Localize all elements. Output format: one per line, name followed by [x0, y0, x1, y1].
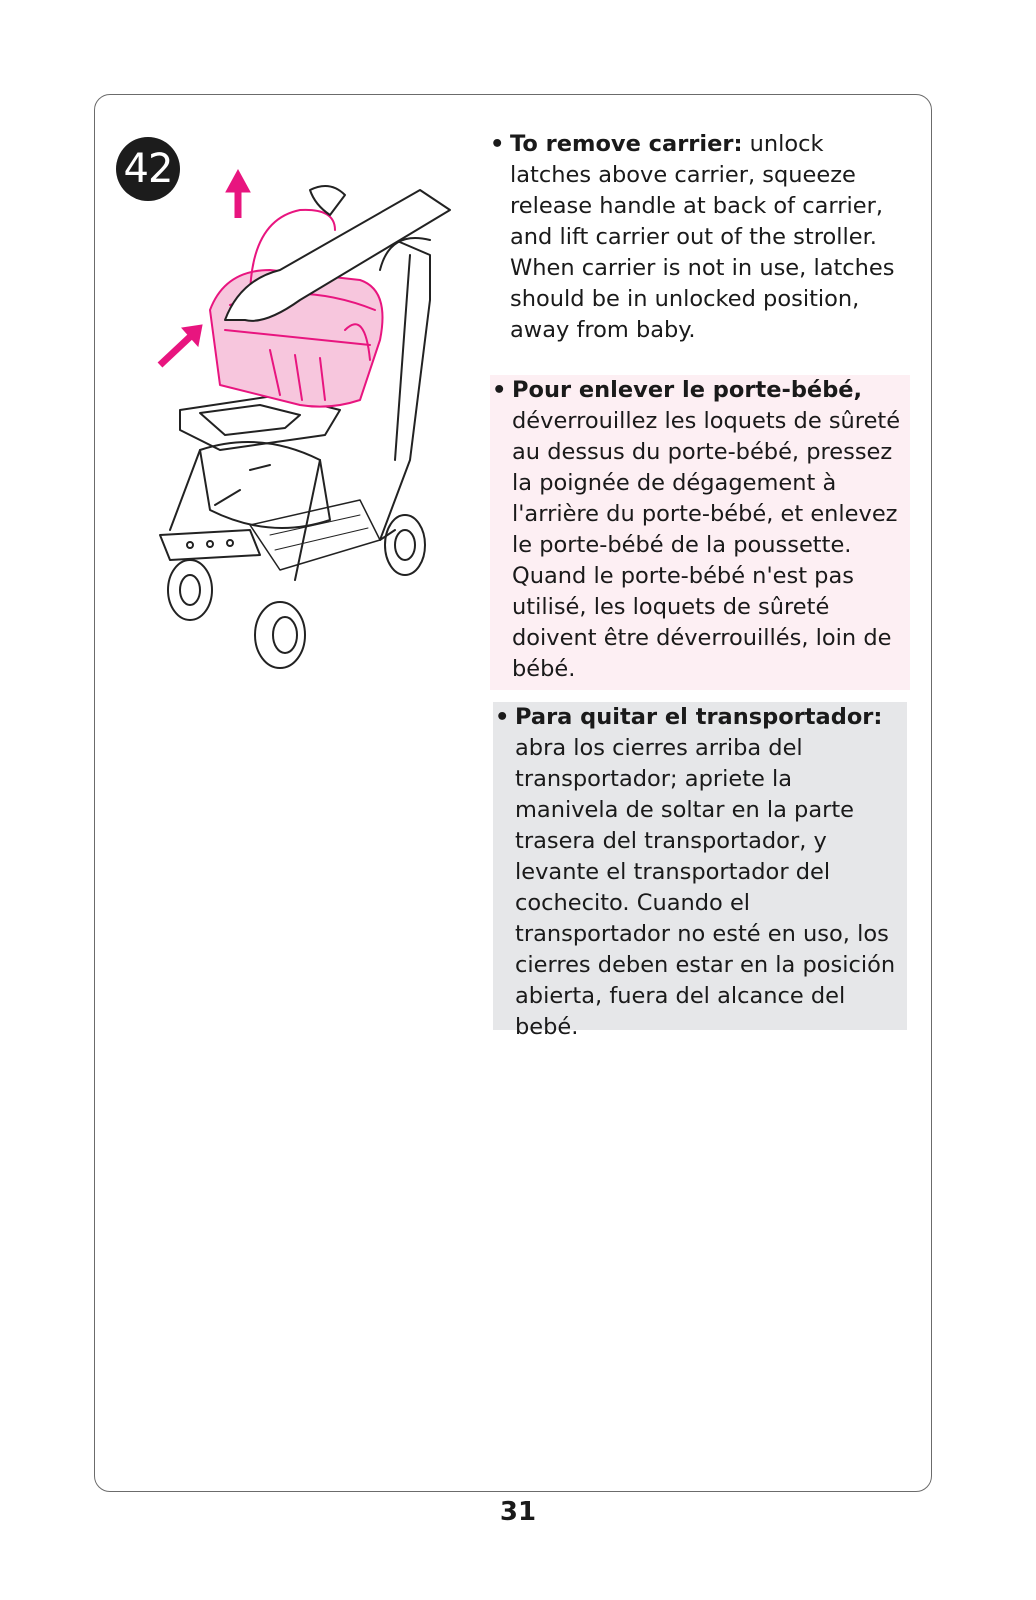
instruction-spanish-body: abra los cierres arriba del transportador; apriete la manivela de soltar en la parte trasera del transportador, y levante el transportador del cochecito. Cuando el transportador no esté en uso, los cierres deben estar en la posición abierta, fuera del alcance del bebé. [515, 735, 896, 1040]
instruction-english-heading: To remove carrier: [510, 131, 743, 157]
stroller-carrier-illustration [130, 160, 460, 690]
step-number-badge: 42 [116, 137, 180, 201]
instruction-english [490, 129, 910, 346]
instruction-english-paragraph [490, 129, 902, 346]
instruction-french [490, 375, 910, 690]
instruction-english-body: unlock latches above carrier, squeeze release handle at back of carrier, and lift carrier out of the stroller. When carrier is not in use, latches should be in unlocked position, away from baby. [510, 131, 895, 343]
instruction-french-paragraph [492, 375, 902, 685]
bullet-icon: • [495, 704, 510, 730]
bullet-icon: • [492, 377, 507, 403]
instruction-french-heading: Pour enlever le porte-bébé, [512, 377, 863, 403]
page-number: 31 [499, 1497, 537, 1527]
instruction-spanish-paragraph [495, 702, 901, 1043]
bullet-icon: • [490, 131, 505, 157]
instruction-spanish [493, 702, 907, 1040]
instruction-french-body: déverrouillez les loquets de sûreté au dessus du porte-bébé, pressez la poignée de dégagement à l'arrière du porte-bébé, et enlevez le porte-bébé de la poussette. Quand le porte-bébé n'est pas utilisé, les loquets de sûreté doivent être déverrouillés, loin de bébé. [512, 408, 901, 682]
instruction-spanish-heading: Para quitar el transportador: [515, 704, 883, 730]
